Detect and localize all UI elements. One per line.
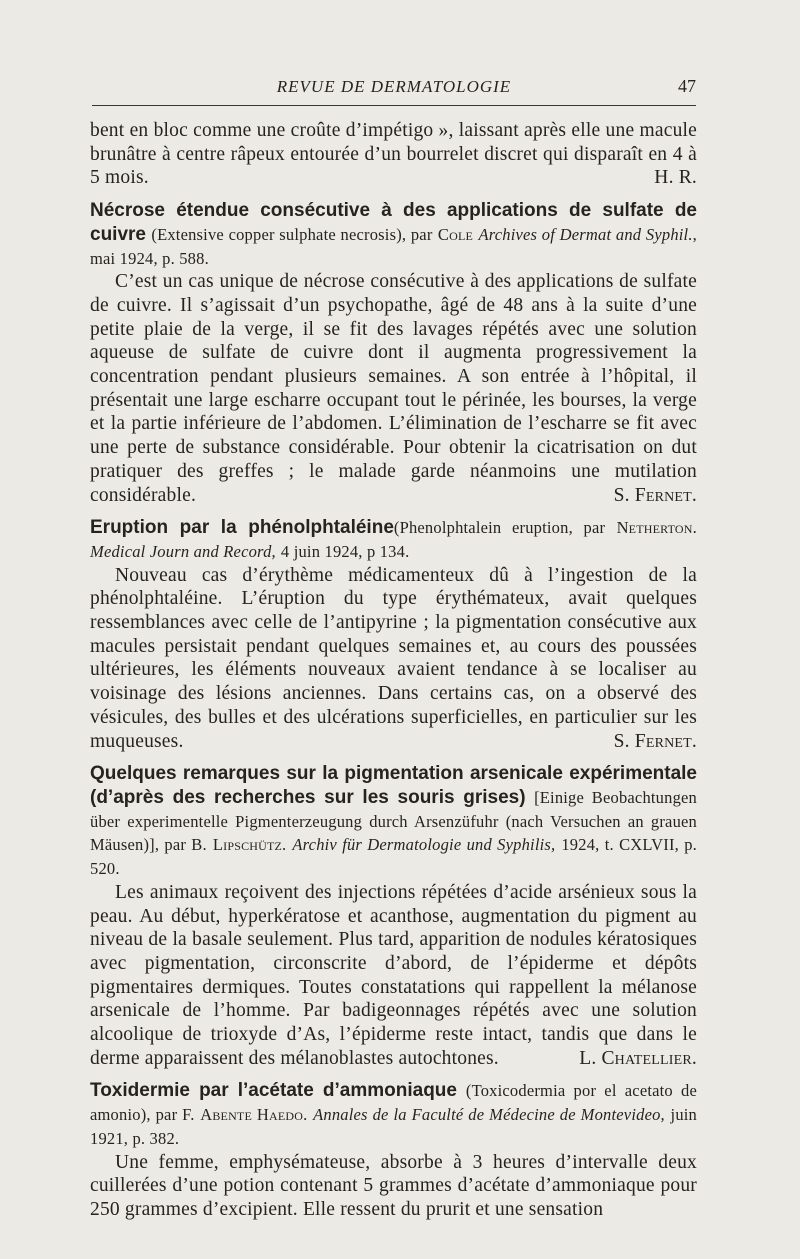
article-3-title: Quelques remarques sur la pigmentation arsenicale expérimentale (d’après des recherches sur les souris grises) (90, 763, 697, 808)
article-1-author: Cole (437, 224, 474, 244)
article-3-reviewer: L. Chatellier. (579, 1047, 697, 1069)
article-3-pub-details: 1924, t. CXLVII, p. 520. (90, 835, 698, 879)
article-2-pub-details: 4 juin 1924, p 134. (280, 541, 410, 561)
article-1-heading (90, 199, 697, 270)
article-2-reviewer: S. Fernet. (613, 730, 697, 752)
article-4-author: Abente Haedo. (200, 1105, 308, 1125)
running-title: REVUE DE DERMATOLOGIE (276, 77, 512, 96)
intro-signature: H. R. (654, 167, 697, 189)
page-number: 47 (678, 76, 696, 96)
article-3-author: Lipschütz. (212, 835, 287, 855)
article-2-heading (90, 516, 697, 563)
article-2-source: (Phenolphtalein eruption, par (393, 518, 606, 538)
article-2-text: Nouveau cas d’érythème médicamenteux dû à l’ingestion de la phénolphtaléine. L’éruption du type érythémateux, avait quelques ressemblances avec celle de l’antipyrine ; la pigmentation consécutive aux macules persistait pendant quelques semaines et, au cours des poussées ultérieures, les éléments nouveaux avaient tendance à se localiser au voisinage des lésions anciennes. Dans certains cas, on a observé des vésicules, des bulles et des ulcérations superficielles, en particulier sur les muqueuses. (90, 564, 697, 752)
article-2-journal: Medical Journ and Record, (90, 541, 276, 561)
article-1-text: C’est un cas unique de nécrose consécutive à des applications de sulfate de cuivre. Il s’agissait d’un psychopathe, âgé de 48 ans à la suite d’une petite plaie de la verge, il se fit des lavages répétés avec une solution aqueuse de sulfate de cuivre dont il augmenta progressivement la concentration pendant plusieurs semaines. A son entrée à l’hôpital, il présentait une large escharre occupant tout le périnée, les bourses, la verge et la partie inférieure de l’abdomen. L’élimination de l’escharre se fit avec une perte de substance considérable. Pour obtenir la cicatrisation on dut pratiquer des greffes ; le malade garde néanmoins une mutilation considérable. (90, 271, 697, 506)
article-2-body (90, 564, 697, 754)
article-3-source: [Einige Beobachtungen über experimentelle Pigmenterzeugung durch Arsenzüfuhr (nach Versuchen an grauen Mäusen)], par B. (90, 787, 698, 855)
article-4-text: Une femme, emphysémateuse, absorbe à 3 heures d’intervalle deux cuillerées d’une potion contenant 5 grammes d’acétate d’ammoniaque pour 250 grammes d’excipient. Elle ressent du prurit et une sensation (90, 1151, 697, 1220)
article-1-reviewer: S. Fernet. (613, 484, 697, 506)
article-1-title: Nécrose étendue consécutive à des applications de sulfate de cuivre (90, 200, 697, 245)
article-3-body (90, 881, 697, 1071)
article-3-heading (90, 762, 697, 881)
article-1-source: (Extensive copper sulphate necrosis), par (151, 224, 433, 244)
article-2-author: Netherton. (616, 518, 697, 538)
article-4-heading (90, 1079, 697, 1150)
article-3-journal: Archiv für Dermatologie und Syphilis, (292, 835, 556, 855)
intro-paragraph (90, 119, 697, 190)
article-4-title: Toxidermie par l’acétate d’ammoniaque (90, 1080, 457, 1102)
article-2-title: Eruption par la phénolphtaléine (90, 517, 394, 539)
article-1-pub-details: , mai 1924, p. 588. (90, 224, 697, 268)
article-4-source: (Toxicodermia por el acetato de amonio), par F. (90, 1081, 698, 1125)
article-4-body (90, 1151, 697, 1222)
page-content (90, 119, 697, 1222)
article-3-text: Les animaux reçoivent des injections répétées d’acide arsénieux sous la peau. Au début, hyperkératose et acanthose, augmentation du pigment au niveau de la basale seulement. Plus tard, apparition de nodules kératosiques avec pigmentation, circonscrite d’abord, de l’épiderme et dépôts pigmentaires dermiques. Toutes constatations qui rappellent la mélanose arsenicale de l’homme. Par badigeonnages répétés avec une solution alcoolique de trioxyde d’As, l’épiderme reste intact, tandis que dans le derme apparaissent des mélanoblastes autochtones. (90, 881, 697, 1069)
intro-text: bent en bloc comme une croûte d’impétigo », laissant après elle une macule brunâtre à centre râpeux entourée d’un bourrelet discret qui disparaît en 4 à 5 mois. (90, 120, 697, 189)
article-1-journal: Archives of Dermat and Syphil. (478, 224, 693, 244)
page-header (92, 75, 696, 106)
article-4-journal: Annales de la Faculté de Médecine de Montevideo, (313, 1105, 665, 1125)
article-4-pub-details: juin 1921, p. 382. (90, 1105, 697, 1148)
article-1-body (90, 270, 697, 507)
